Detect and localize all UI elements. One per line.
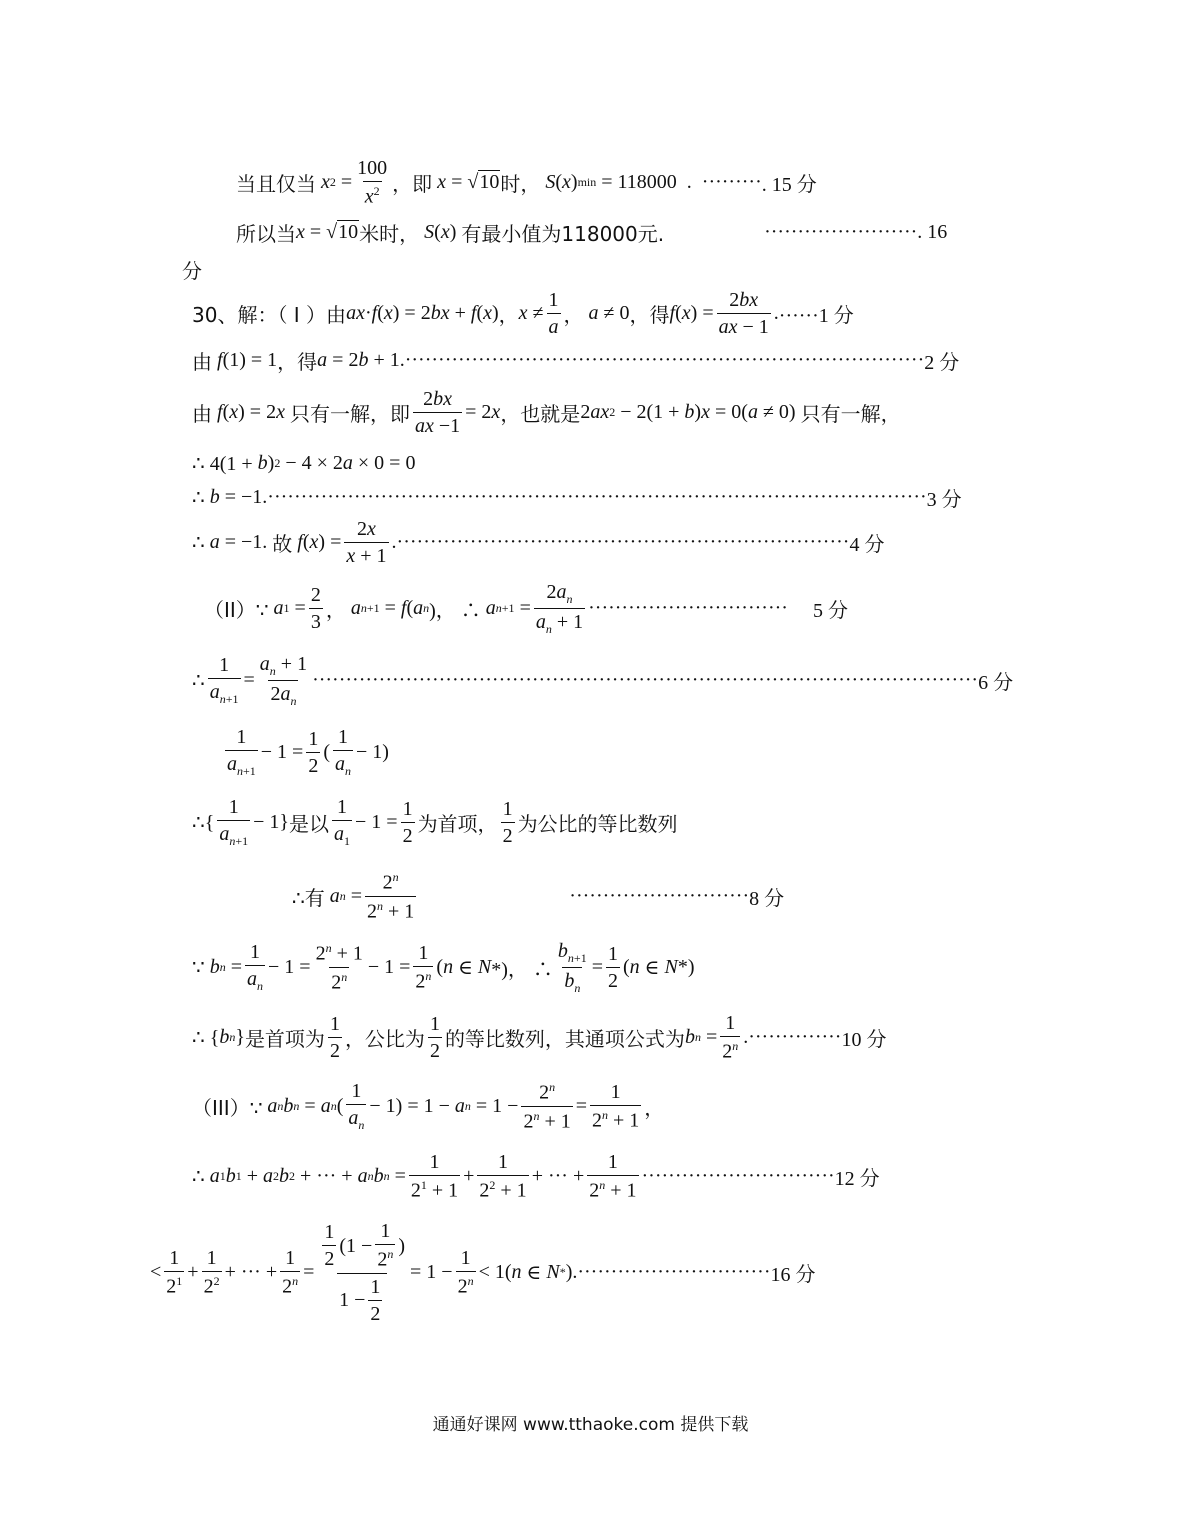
line-2: 所以当 x = √10 米时， S ( x ) 有最小值为118000元. ······················· . 16 (236, 215, 947, 249)
score: 2 分 (924, 351, 960, 374)
score: ······1 分 (778, 304, 854, 327)
line-6: 由 f ( x ) = 2 x 只有一解，即 2bx ax −1 = 2 x ，也就是 2 ax 2 − 2(1 + b ) x = 0( a ≠ 0) 只有一解， (192, 387, 901, 437)
footer: 通通好课网 www.tthaoke.com 提供下载 (432, 1415, 749, 1435)
compound-fraction: 1 2 (1 − 1 2$^n$ ) 1 − 1 2 (324, 1220, 406, 1325)
text: 有最小值为118000元. (461, 221, 665, 246)
line-7: ∴ 4(1 + b ) 2 − 4 × 2 a × 0 = 0 (192, 451, 416, 475)
fraction: 100 $x^2$ (357, 156, 388, 208)
score: . 15 分 (761, 173, 817, 196)
line-14: ∴有 a n = $2^n$ $2^n + 1$ ··························· 8 分 (292, 869, 785, 923)
line-16: ∴ { b n } 是首项为 1 2 ，公比为 1 2 的等比数列，其通项公式为 b n = 1 2$^n$ . ·············· 10 分 (192, 1011, 887, 1063)
score: 10 分 (841, 1028, 887, 1051)
text: ，也就是 (500, 401, 581, 426)
score: . 16 (917, 220, 948, 243)
text: 只有一解，即 (289, 401, 410, 426)
score: 8 分 (749, 887, 785, 910)
line-10: （II）∵ a 1 = 2 3 ， a n+1 = f ( a n )， ∴ a n+1 = $2a_n$ $a_n + 1$ ······························ 5 分 (204, 580, 848, 636)
text: 为首项， (417, 811, 498, 836)
line-13: ∴{ 1 $a_{n+1}$ − 1} 是以 1 $a_1$ − 1 = 1 2 为首项， 1 2 为公比的等比数列 (192, 796, 678, 848)
text: 是以 (289, 811, 329, 836)
score: 4 分 (849, 533, 885, 556)
q30-line: 30、解：（ I ）由 ax · f ( x ) = 2 bx + f ( x ) ， x ≠ 1 a ， a ≠ 0 ，得 f ( x ) = 2bx ax − 1 . ······1 分 (192, 288, 854, 338)
line-12: 1 $a_{n+1}$ − 1 = 1 2 ( 1 $a_n$ − 1) (227, 726, 389, 778)
text: 30、解：（ I ）由 (192, 302, 347, 327)
line-9: ∴ a = −1. 故 f ( x ) = 2x x + 1 . ···································································· 4 分 (192, 517, 885, 567)
text: 为公比的等比数列 (517, 811, 678, 836)
line-15: ∵ b n = 1 $a_n$ − 1 = $2^n + 1$ 2$^n$ − 1 = 1 2$^n$ ( n ∈ N *)， ∴ $b_{n+1}$ $b_n$ = 1 2 ( n ∈ N *) (192, 939, 695, 995)
score: 5 分 (812, 599, 848, 622)
text: 米时， (359, 221, 420, 246)
text: = 118000 (601, 170, 677, 193)
line-19: < 1 $2^1$ + 1 $2^2$ + ··· + 1 2$^n$ = 1 2 (1 − 1 2$^n$ ) 1 − 1 2 = 1 − 1 2$^n$ < 1( n ∈ N * ). ····························· 16 分 (150, 1220, 816, 1325)
text: （III）∵ (192, 1095, 263, 1120)
line-17: （III）∵ a n b n = a n ( 1 $a_n$ − 1) = 1 − a n = 1 − $2^n$ $2^n + 1$ = 1 $2^n + 1$ ， (192, 1079, 665, 1133)
text: 是首项为 (244, 1026, 325, 1051)
text: 只有一解， (800, 401, 901, 426)
line-1: 当且仅当 x 2 = 100 $x^2$ ，即 x = √10 时， S ( x ) min = 118000 . ········· . 15 分 (236, 156, 817, 208)
line-3 (182, 255, 202, 283)
score: 16 分 (770, 1264, 816, 1286)
text: 的等比数列，其通项公式为 (444, 1026, 685, 1051)
line-5: 由 f (1) = 1 ，得 a = 2 b + 1. ·············································································· 2 分 (192, 345, 959, 375)
text: 所以当 (236, 221, 296, 246)
text: ，得 (629, 302, 670, 327)
text: 时， (500, 171, 541, 196)
text: ，即 (392, 171, 433, 196)
text: 当且仅当 (236, 171, 316, 196)
text: 分 (182, 258, 202, 283)
text: 由 (192, 401, 212, 426)
score: 12 分 (834, 1167, 880, 1190)
text: ，公比为 (344, 1026, 425, 1051)
sqrt: √10 (467, 170, 500, 193)
text: ，得 (277, 349, 318, 374)
line-11: ∴ 1 $a_{n+1}$ = $a_n + 1$ $2a_n$ ···································································································· 6 分 (192, 652, 1014, 708)
text: 由 (192, 349, 212, 374)
line-18: ∴ a 1 b 1 + a 2 b 2 + ··· + a n b n = 1 $2^1 + 1$ + 1 $2^2 + 1$ + ··· + 1 $2^n + 1$ ····························· 12 分 (192, 1150, 880, 1202)
text: ， (498, 302, 519, 327)
score: 3 分 (926, 488, 962, 511)
score: 6 分 (978, 671, 1014, 694)
line-8: ∴ b = −1. ··································································································· 3 分 (192, 482, 962, 512)
text: ∴有 (292, 885, 325, 910)
text: （II）∵ (204, 597, 269, 622)
